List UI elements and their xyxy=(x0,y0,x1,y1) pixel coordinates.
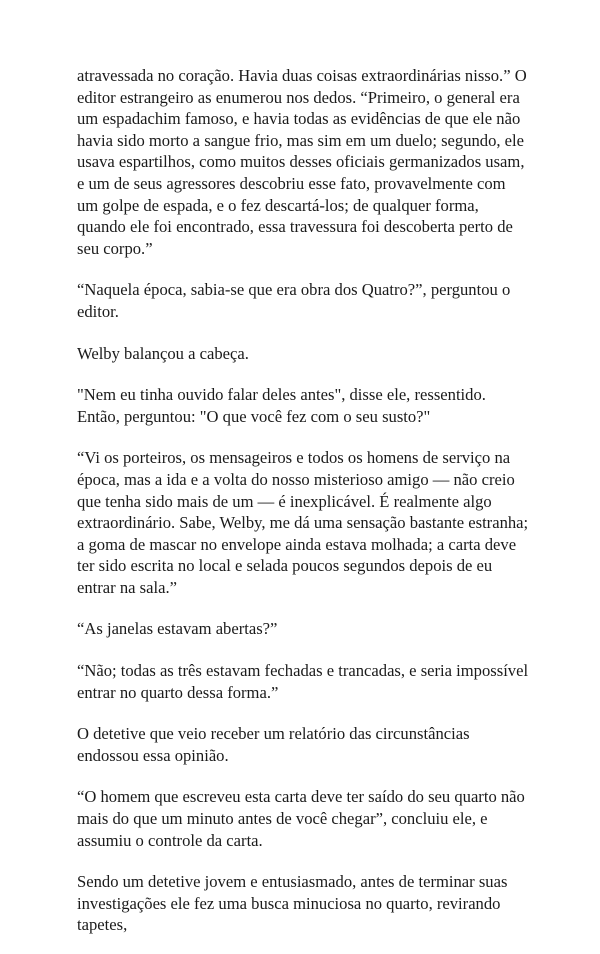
paragraph-4: "Nem eu tinha ouvido falar deles antes", disse ele, ressentido. Então, perguntou: "O que você fez com o seu susto?" xyxy=(77,385,486,426)
paragraph-9: “O homem que escreveu esta carta deve ter saído do seu quarto não mais do que um minuto antes de você chegar”, concluiu ele, e assumiu o controle da carta. xyxy=(77,787,525,850)
paragraph-10: Sendo um detetive jovem e entusiasmado, antes de terminar suas investigações ele fez uma busca minuciosa no quarto, revirando tapetes, xyxy=(77,872,508,935)
paragraph-6: “As janelas estavam abertas?” xyxy=(77,619,278,639)
paragraph-1: atravessada no coração. Havia duas coisas extraordinárias nisso.” O editor estrangeiro as enumerou nos dedos. “Primeiro, o general era um espadachim famoso, e havia todas as evidências de que ele não havia sido morto a sangue frio, mas sim em um duelo; segundo, ele usava espartilhos, como muitos desses oficiais germanizados usam, e um de seus agressores descobriu esse fato, provavelmente com um golpe de espada, e o fez descartá-los; de qualquer forma, quando ele foi encontrado, essa travessura foi descoberta perto de seu corpo.” xyxy=(77,66,527,258)
body-text xyxy=(77,65,529,954)
paragraph-2: “Naquela época, sabia-se que era obra dos Quatro?”, perguntou o editor. xyxy=(77,280,511,321)
paragraph-7: “Não; todas as três estavam fechadas e trancadas, e seria impossível entrar no quarto dessa forma.” xyxy=(77,661,529,702)
paragraph-3: Welby balançou a cabeça. xyxy=(77,343,249,363)
paragraph-8: O detetive que veio receber um relatório das circunstâncias endossou essa opinião. xyxy=(77,724,470,765)
paragraph-5: “Vi os porteiros, os mensageiros e todos os homens de serviço na época, mas a ida e a volta do nosso misterioso amigo — não creio que tenha sido mais de um — é inexplicável. É realmente algo extraordinário. Sabe, Welby, me dá uma sensação bastante estranha; a goma de mascar no envelope ainda estava molhada; a carta deve ter sido escrita no local e selada poucos segundos depois de eu entrar na sala.” xyxy=(77,448,529,597)
